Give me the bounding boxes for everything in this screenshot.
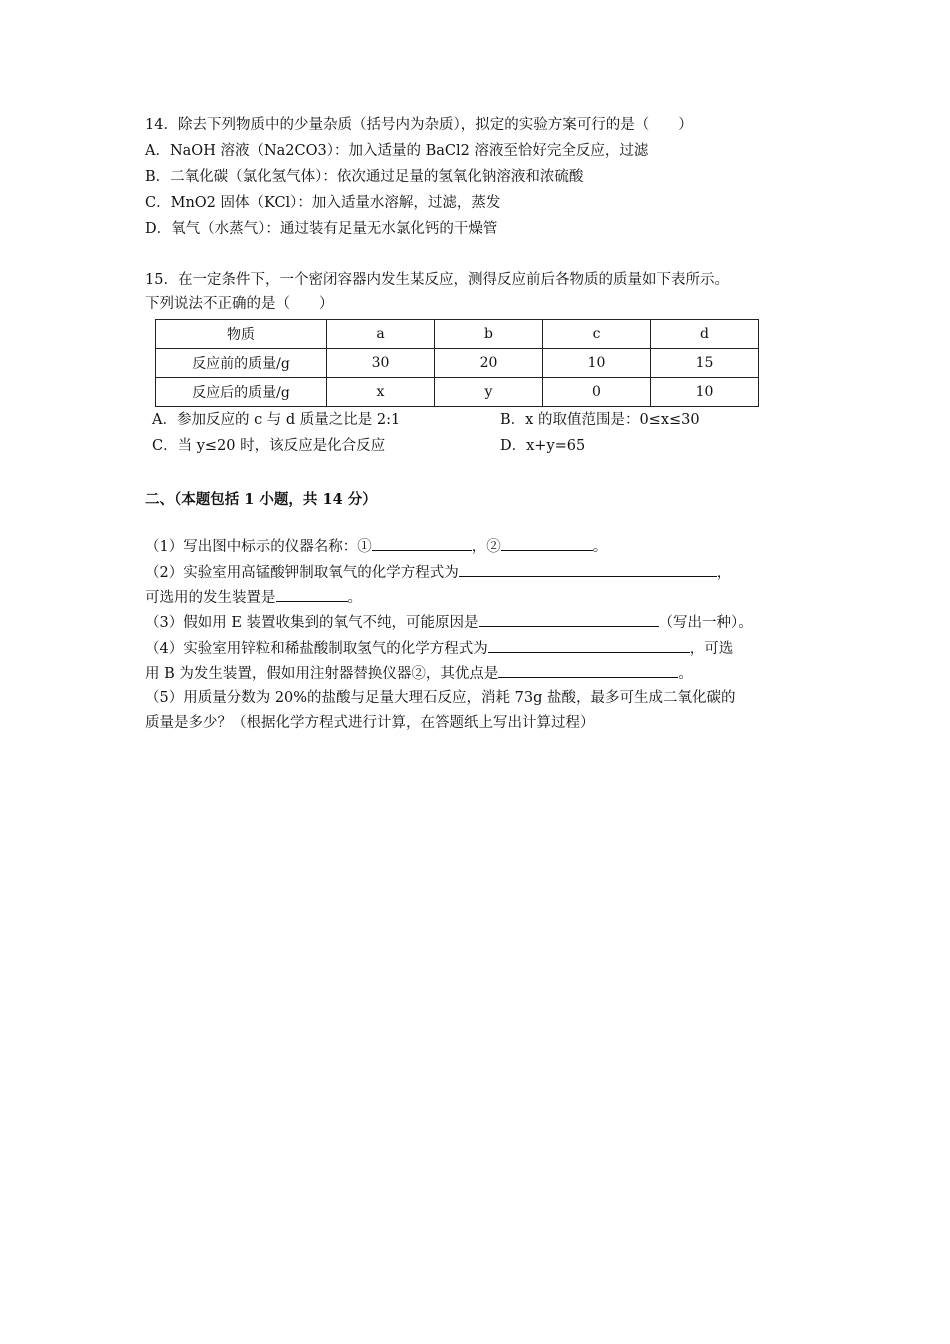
answer-blank-3[interactable] bbox=[459, 562, 717, 577]
answer-blank-4[interactable] bbox=[276, 587, 348, 602]
part-2-line2-text-b: 。 bbox=[347, 590, 362, 606]
table-cell: x bbox=[327, 378, 435, 407]
table-row bbox=[156, 349, 759, 378]
part-2-text-b: ， bbox=[716, 565, 732, 581]
q15-stem-line1: 15．在一定条件下，一个密闭容器内发生某反应，测得反应前后各物质的质量如下表所示。 bbox=[145, 272, 729, 288]
q14-stem: 14．除去下列物质中的少量杂质（括号内为杂质），拟定的实验方案可行的是（ ） bbox=[145, 117, 693, 133]
table-row bbox=[156, 378, 759, 407]
part-5-line-2: 质量是多少？（根据化学方程式进行计算，在答题纸上写出计算过程） bbox=[145, 715, 595, 731]
table-cell: 反应前的质量/g bbox=[156, 349, 327, 378]
mass-table bbox=[155, 319, 759, 407]
part-2-text-a: （2）实验室用高锰酸钾制取氧气的化学方程式为 bbox=[145, 565, 459, 581]
table-cell: 30 bbox=[327, 349, 435, 378]
table-cell: b bbox=[435, 320, 543, 349]
part-4-line-1 bbox=[145, 638, 733, 659]
answer-blank-2[interactable] bbox=[501, 536, 593, 551]
answer-blank-1[interactable] bbox=[372, 536, 472, 551]
part-4-text-b: ，可选 bbox=[689, 641, 734, 657]
part-1-text-b: ，② bbox=[471, 539, 501, 555]
table-cell: 20 bbox=[435, 349, 543, 378]
table-header-row bbox=[156, 320, 759, 349]
table-cell: c bbox=[543, 320, 651, 349]
answer-blank-6[interactable] bbox=[488, 638, 690, 653]
part-4-line2-text-b: 。 bbox=[678, 666, 693, 682]
table-cell: y bbox=[435, 378, 543, 407]
part-5-line-1: （5）用质量分数为 20%的盐酸与足量大理石反应，消耗 73g 盐酸，最多可生成二氧化碳的 bbox=[145, 690, 736, 706]
table-cell: a bbox=[327, 320, 435, 349]
q15-option-b: B．x 的取值范围是：0≤x≤30 bbox=[500, 412, 700, 428]
q15-option-d: D．x+y=65 bbox=[500, 438, 586, 454]
answer-blank-5[interactable] bbox=[479, 612, 659, 627]
table-cell: 0 bbox=[543, 378, 651, 407]
part-4-text-a: （4）实验室用锌粒和稀盐酸制取氢气的化学方程式为 bbox=[145, 641, 488, 657]
part-1-text-c: 。 bbox=[592, 539, 608, 555]
table-cell: 10 bbox=[543, 349, 651, 378]
table-cell: 物质 bbox=[156, 320, 327, 349]
part-4-line-2 bbox=[145, 663, 693, 684]
part-2-line-2 bbox=[145, 587, 362, 608]
part-2-line2-text-a: 可选用的发生装置是 bbox=[145, 590, 276, 606]
answer-blank-7[interactable] bbox=[498, 663, 678, 678]
part-1-text-a: （1）写出图中标示的仪器名称：① bbox=[145, 539, 372, 555]
table-cell: 10 bbox=[651, 378, 759, 407]
table-cell: 15 bbox=[651, 349, 759, 378]
section-2-title: 二、（本题包括 1 小题，共 14 分） bbox=[145, 491, 377, 508]
table-cell: d bbox=[651, 320, 759, 349]
part-3-line bbox=[145, 612, 753, 633]
table-cell: 反应后的质量/g bbox=[156, 378, 327, 407]
q14-option-c: C．MnO2 固体（KCl）：加入适量水溶解，过滤，蒸发 bbox=[145, 195, 501, 211]
q14-option-b: B．二氧化碳（氯化氢气体）：依次通过足量的氢氧化钠溶液和浓硫酸 bbox=[145, 169, 584, 185]
q15-option-c: C．当 y≤20 时，该反应是化合反应 bbox=[152, 438, 386, 454]
part-1-line bbox=[145, 536, 607, 557]
q15-option-a: A．参加反应的 c 与 d 质量之比是 2:1 bbox=[152, 412, 401, 428]
part-3-text-b: （写出一种）。 bbox=[658, 615, 753, 631]
q15-stem-line2: 下列说法不正确的是（ ） bbox=[145, 296, 334, 312]
part-3-text-a: （3）假如用 E 装置收集到的氧气不纯，可能原因是 bbox=[145, 615, 479, 631]
part-2-line-1 bbox=[145, 562, 731, 583]
part-4-line2-text-a: 用 B 为发生装置，假如用注射器替换仪器②，其优点是 bbox=[145, 666, 499, 682]
q14-option-d: D．氧气（水蒸气）：通过装有足量无水氯化钙的干燥管 bbox=[145, 221, 498, 237]
q14-option-a: A．NaOH 溶液（Na2CO3）：加入适量的 BaCl2 溶液至恰好完全反应，过滤 bbox=[145, 143, 649, 159]
